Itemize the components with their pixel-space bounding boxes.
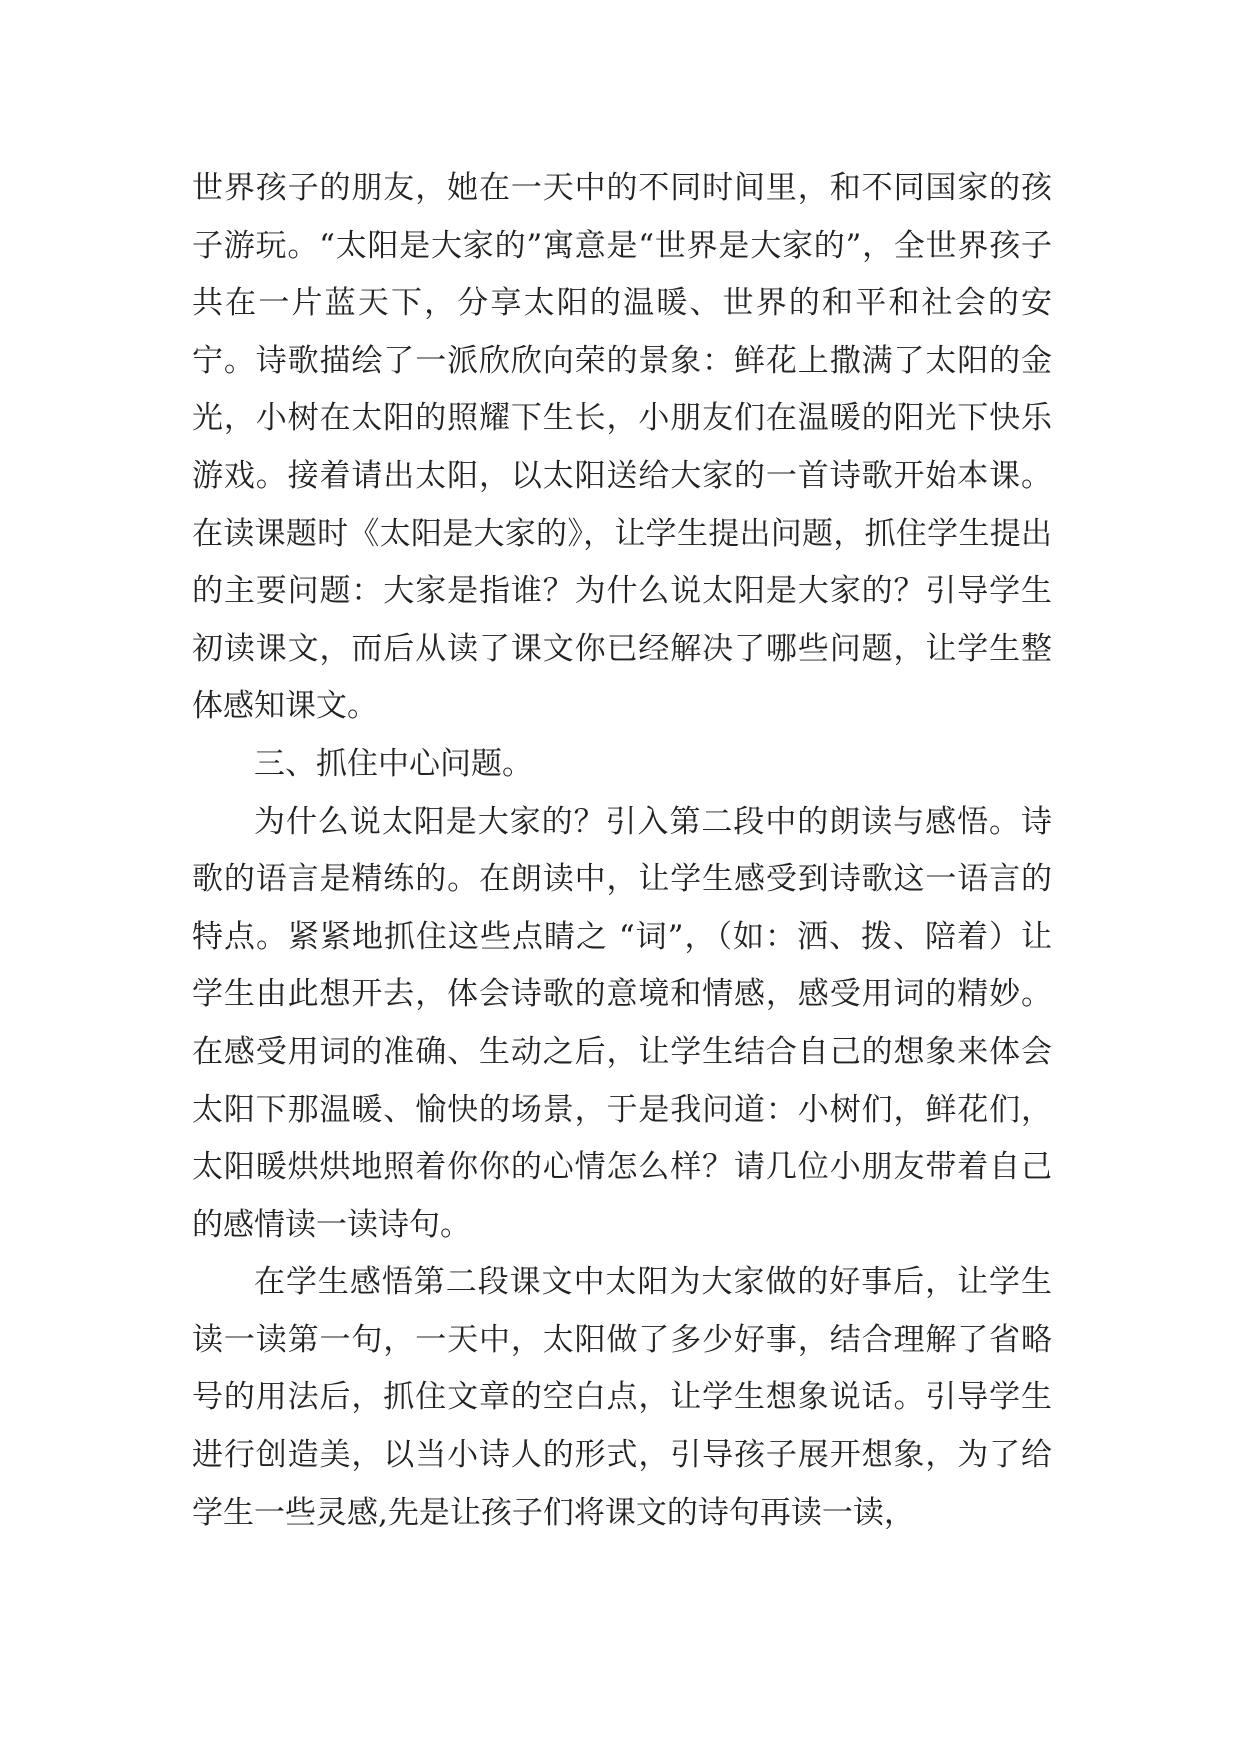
section-heading: 三、抓住中心问题。 [254, 745, 533, 782]
paragraph-continuation: 世界孩子的朋友，她在一天中的不同时间里，和不同国家的孩子游玩。“太阳是大家的”寓意是“世界是大家的”，全世界孩子共在一片蓝天下，分享太阳的温暖、世界的和平和社会的安宁。诗歌描绘了一派欣欣向荣的景象：鲜花上撒满了太阳的金光，小树在太阳的照耀下生长，小朋友们在温暖的阳光下快乐游戏。接着请出太阳，以太阳送给大家的一首诗歌开始本课。在读课题时《太阳是大家的》，让学生提出问题，抓住学生提出的主要问题：大家是指谁？为什么说太阳是大家的？引导学生初读课文，而后从读了课文你已经解决了哪些问题，让学生整体感知课文。 [192, 170, 1052, 725]
paragraph-imagination: 在学生感悟第二段课文中太阳为大家做的好事后，让学生读一读第一句，一天中，太阳做了多少好事，结合理解了省略号的用法后，抓住文章的空白点，让学生想象说话。引导学生进行创造美，以当小诗人的形式，引导孩子展开想象，为了给学生一些灵感,先是让孩子们将课文的诗句再读一读， [192, 1264, 1052, 1531]
document-body [192, 160, 1052, 1542]
paragraph-central-question: 为什么说太阳是大家的？引入第二段中的朗读与感悟。诗歌的语言是精练的。在朗读中，让学生感受到诗歌这一语言的特点。紧紧地抓住这些点睛之 “词”，（如：洒、拨、陪着）让学生由此想开去，体会诗歌的意境和情感，感受用词的精妙。在感受用词的准确、生动之后，让学生结合自己的想象来体会太阳下那温暖、愉快的场景，于是我问道：小树们，鲜花们，太阳暖烘烘地照着你你的心情怎么样？请几位小朋友带着自己的感情读一读诗句。 [192, 803, 1052, 1243]
